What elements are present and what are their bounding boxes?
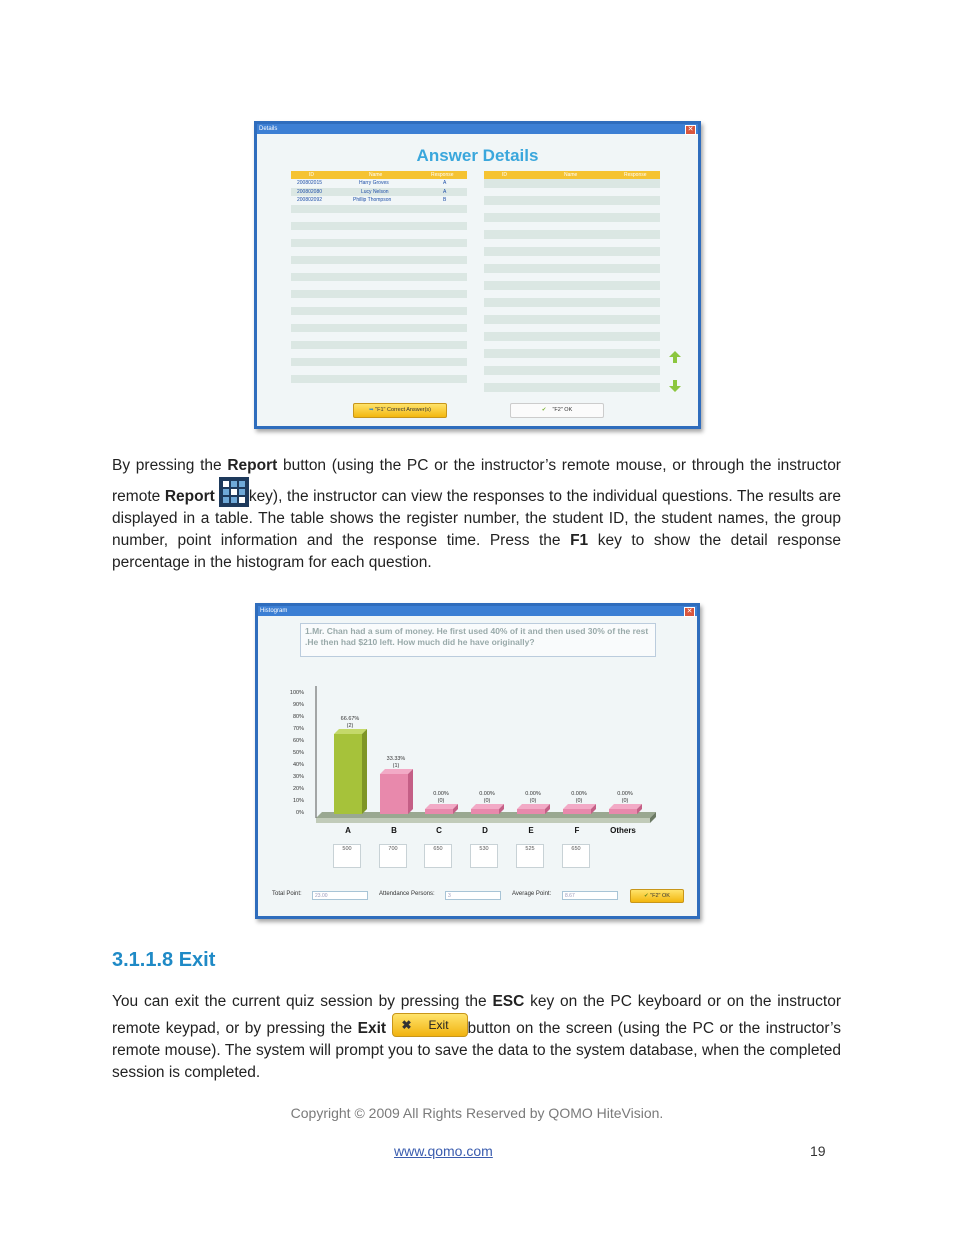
- bar-percent-label: 0.00%: [479, 791, 495, 797]
- col-id: ID: [309, 172, 314, 178]
- y-tick-label: 90%: [292, 702, 304, 708]
- bar-count-label: (0): [437, 798, 445, 804]
- bar-percent-label: 66.67%: [340, 715, 360, 722]
- empty-row: [484, 375, 660, 384]
- option-value-box: 650: [424, 844, 452, 868]
- empty-row: [291, 239, 467, 248]
- empty-row: [484, 205, 660, 214]
- window-title: Histogram: [260, 608, 288, 614]
- empty-row: [291, 315, 467, 324]
- col-response: Response: [624, 172, 647, 178]
- text: key), the instructor can view the responses to the individual questions. The results are displayed in a table. The table shows the register number, the student ID, the student names, the group number, point information and the response time. Press the: [112, 488, 841, 549]
- exit-button[interactable]: [392, 1013, 468, 1037]
- option-value-box: 700: [379, 844, 407, 868]
- answer-table-right: [484, 171, 660, 400]
- y-tick-label: 0%: [296, 810, 304, 816]
- option-value-box: 530: [470, 844, 498, 868]
- bar-top: [380, 769, 413, 774]
- ok-label: "F2" OK: [650, 893, 670, 899]
- y-tick-label: 100%: [289, 690, 304, 696]
- y-tick-label: 70%: [292, 726, 304, 732]
- empty-row: [291, 341, 467, 350]
- empty-row: [484, 349, 660, 358]
- bar-side: [408, 769, 413, 814]
- empty-row: [484, 179, 660, 188]
- col-response: Response: [431, 172, 454, 178]
- col-id: ID: [502, 172, 507, 178]
- empty-row: [484, 290, 660, 299]
- empty-row: [291, 375, 467, 384]
- y-tick-label: 40%: [292, 762, 304, 768]
- empty-row: [291, 358, 467, 367]
- row-id: 200802092: [297, 197, 323, 203]
- bar: [425, 809, 453, 814]
- category-label: D: [482, 826, 488, 835]
- empty-row: [291, 307, 467, 316]
- bar-percent-label: 0.00%: [433, 791, 449, 797]
- text: By pressing the: [112, 457, 228, 474]
- report-paragraph: [112, 455, 841, 574]
- category-label: C: [436, 826, 442, 835]
- y-tick-label: 20%: [292, 786, 304, 792]
- category-label: F: [574, 826, 580, 835]
- bar-top: [517, 804, 550, 809]
- empty-row: [291, 324, 467, 333]
- empty-row: [484, 332, 660, 341]
- empty-row: [291, 230, 467, 239]
- empty-row: [484, 315, 660, 324]
- histogram-window: [255, 603, 700, 919]
- close-icon: ✖: [401, 1018, 412, 1032]
- empty-row: [484, 298, 660, 307]
- text: key on the PC keyboard or on the instructor remote keypad, or by pressing the: [112, 993, 841, 1037]
- close-icon[interactable]: ✕: [684, 607, 695, 617]
- empty-row: [291, 349, 467, 358]
- bar: [609, 809, 637, 814]
- ok-label: "F2" OK: [552, 407, 573, 413]
- table-header: [291, 171, 467, 179]
- text: button (using the PC or the instructor’s remote mouse, or through the instructor remote: [112, 457, 841, 505]
- bar-top: [563, 804, 596, 809]
- empty-row: [484, 196, 660, 205]
- base-front: [316, 818, 650, 823]
- empty-row: [291, 264, 467, 273]
- row-id: 200802080: [297, 188, 323, 195]
- empty-row: [291, 366, 467, 375]
- empty-row: [484, 222, 660, 231]
- average-field: 8.67: [562, 891, 618, 900]
- empty-row: [484, 188, 660, 197]
- col-name: Name: [564, 172, 578, 178]
- total-point-label: Total Point:: [272, 891, 302, 897]
- empty-row: [291, 332, 467, 341]
- empty-row: [484, 281, 660, 290]
- esc-bold: ESC: [492, 993, 525, 1010]
- empty-row: [484, 247, 660, 256]
- title-bar: [257, 124, 698, 134]
- histogram-chart: [258, 666, 697, 866]
- check-icon: ✔: [541, 407, 547, 413]
- text: You can exit the current quiz session by pressing the: [112, 993, 493, 1010]
- bar-count-label: (0): [483, 798, 491, 804]
- table-row[interactable]: [291, 188, 467, 197]
- empty-row: [484, 307, 660, 316]
- empty-row: [484, 239, 660, 248]
- bar: [380, 774, 408, 814]
- question-box: 1.Mr. Chan had a sum of money. He first used 40% of it and then used 30% of the rest .He then had $210 left. How much did he have originally?: [300, 623, 656, 657]
- option-value-box: 525: [516, 844, 544, 868]
- table-row[interactable]: [291, 196, 467, 205]
- row-name: Phillip Thompson: [353, 197, 392, 203]
- empty-row: [484, 256, 660, 265]
- empty-row: [484, 383, 660, 392]
- copyright: Copyright © 2009 All Rights Reserved by QOMO HiteVision.: [290, 1105, 664, 1121]
- bar-top: [425, 804, 458, 809]
- bar: [517, 809, 545, 814]
- empty-row: [291, 281, 467, 290]
- y-tick-label: 50%: [292, 750, 304, 756]
- option-value-box: 650: [562, 844, 590, 868]
- text: key to show the detail response percentage in the histogram for each question.: [112, 532, 842, 571]
- option-value-box: 500: [333, 844, 361, 868]
- answer-details-window: [254, 121, 701, 429]
- bar-count-label: (0): [621, 798, 629, 804]
- y-tick-label: 30%: [292, 774, 304, 780]
- attendance-field: 3: [445, 891, 501, 900]
- bar-percent-label: 33.33%: [386, 756, 406, 763]
- empty-row: [484, 341, 660, 350]
- check-icon: ✔: [644, 893, 649, 899]
- ok-button[interactable]: [510, 403, 604, 418]
- category-label: B: [391, 826, 397, 835]
- empty-row: [291, 222, 467, 231]
- category-label: E: [528, 826, 534, 835]
- bar-side: [362, 729, 367, 814]
- page-number: 19: [810, 1143, 826, 1159]
- y-tick-label: 10%: [292, 798, 304, 804]
- bar-percent-label: 0.00%: [525, 791, 541, 797]
- average-label: Average Point:: [512, 891, 552, 897]
- answer-details-heading: Answer Details: [416, 146, 539, 165]
- row-response: B: [443, 197, 447, 203]
- title-bar: [258, 606, 697, 616]
- bar-count-label: (0): [575, 798, 583, 804]
- bar: [334, 734, 362, 814]
- empty-row: [291, 383, 467, 392]
- exit-paragraph: [112, 991, 841, 1084]
- bar-percent-label: 0.00%: [617, 791, 633, 797]
- report-key-icon: [219, 477, 249, 507]
- empty-row: [291, 290, 467, 299]
- close-icon[interactable]: ✕: [685, 125, 696, 135]
- category-label: A: [345, 826, 351, 835]
- row-name: Lucy Nelson: [361, 188, 389, 195]
- empty-row: [484, 213, 660, 222]
- window-title: Details: [259, 126, 278, 132]
- bar-top: [609, 804, 642, 809]
- empty-row: [484, 324, 660, 333]
- bar-top: [471, 804, 504, 809]
- y-tick-label: 80%: [292, 714, 304, 720]
- answer-table-left: [291, 171, 467, 392]
- col-name: Name: [369, 172, 383, 178]
- exit-button-label: Exit: [428, 1018, 449, 1032]
- y-tick-label: 60%: [292, 738, 304, 744]
- empty-row: [484, 273, 660, 282]
- empty-row: [484, 264, 660, 273]
- attendance-label: Attendance Persons:: [379, 891, 435, 897]
- bar-top: [334, 729, 367, 734]
- correct-answers-button[interactable]: [353, 403, 447, 418]
- empty-row: [484, 230, 660, 239]
- website-link[interactable]: www.qomo.com: [394, 1143, 493, 1159]
- empty-row: [291, 273, 467, 282]
- bar-count-label: (1): [392, 763, 400, 770]
- empty-row: [291, 247, 467, 256]
- bar: [471, 809, 499, 814]
- row-response: A: [443, 180, 447, 186]
- ok-button[interactable]: [630, 889, 684, 903]
- f1-bold: F1: [570, 532, 589, 549]
- exit-bold: Exit: [357, 1020, 387, 1037]
- row-response: A: [443, 188, 447, 195]
- category-label: Others: [610, 826, 636, 835]
- empty-row: [484, 392, 660, 401]
- empty-row: [484, 358, 660, 367]
- empty-row: [291, 213, 467, 222]
- bar-percent-label: 0.00%: [571, 791, 587, 797]
- report-bold: Report: [227, 457, 278, 474]
- table-header: [484, 171, 660, 179]
- return-arrow-icon: ➥: [369, 407, 374, 413]
- empty-row: [291, 256, 467, 265]
- empty-row: [291, 205, 467, 214]
- bar-count-label: (0): [529, 798, 537, 804]
- table-row[interactable]: [291, 179, 467, 188]
- total-point-field: 23.00: [312, 891, 368, 900]
- scroll-down-icon[interactable]: [669, 379, 681, 391]
- bar: [563, 809, 591, 814]
- section-heading: 3.1.1.8 Exit: [112, 949, 216, 971]
- row-id: 200802015: [297, 180, 323, 186]
- text: button on the screen (using the PC or the instructor’s remote mouse). The system will prompt you to save the data to the system database, when the completed session is completed.: [112, 1020, 841, 1081]
- row-name: Harry Groves: [359, 180, 389, 186]
- report-bold: Report: [164, 488, 215, 505]
- bar-count-label: (2): [346, 722, 354, 729]
- correct-answers-label: "F1" Correct Answer(s): [375, 407, 431, 413]
- scroll-up-icon[interactable]: [669, 350, 681, 362]
- empty-row: [484, 366, 660, 375]
- empty-row: [291, 298, 467, 307]
